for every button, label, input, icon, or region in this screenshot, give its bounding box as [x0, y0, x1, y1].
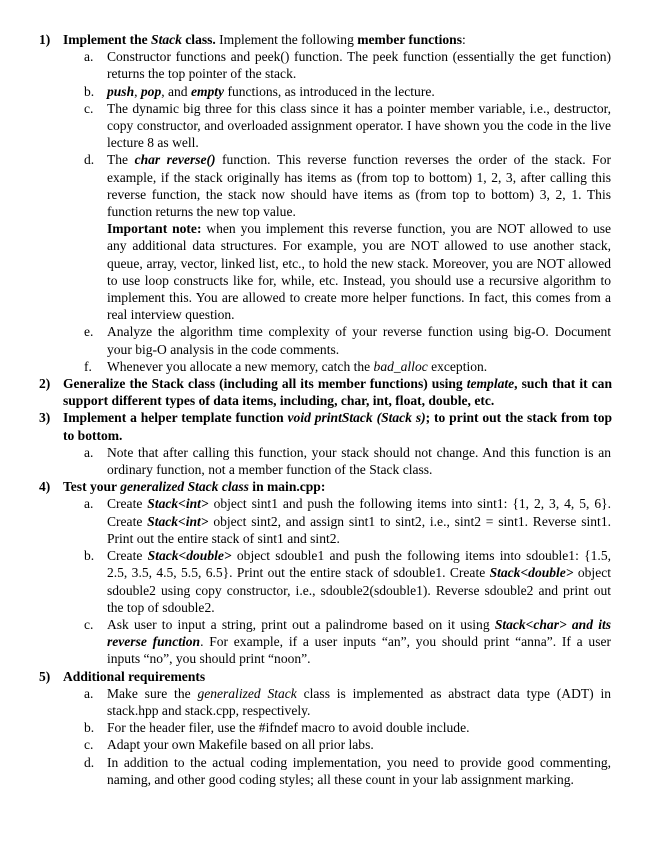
section-4: 4) Test your generalized Stack class in main.cpp:: [39, 479, 326, 495]
list-item-1a: a. Constructor functions and peek() function. The peek function (essentially the get function) returns the top pointer of the stack.: [84, 49, 611, 82]
list-item-1d: d. The char reverse() function. This reverse function reverses the order of the stack. For example, if the stack originally has items as (from top to bottom) 1, 2, 3, after calling this reverse function, the stack now should have items as (from top to bottom) 3, 2, 1. This function returns the new top value.: [84, 152, 611, 220]
section-number: 1): [39, 32, 51, 47]
list-item-4b: b. Create Stack<double> object sdouble1 and push the following items into sdouble1: {1.5, 2.5, 3.5, 4.5, 5.5, 6.5}. Print out the entire stack of sdouble1. Create Stack<double> object sdouble2 using copy constructor, i.e., sdouble2(sdouble1). Reverse sdouble2 and print out the top of sdouble2.: [84, 548, 611, 615]
list-item-3a: a. Note that after calling this function, your stack should not change. And this function is an ordinary function, not a member function of the Stack class.: [84, 444, 611, 478]
list-item-1b: b. push, pop, and empty functions, as introduced in the lecture.: [84, 83, 435, 99]
list-item-5a: a. Make sure the generalized Stack class is implemented as abstract data type (ADT) in stack.hpp and stack.cpp, respectively.: [84, 685, 611, 718]
list-item-5c: c. Adapt your own Makefile based on all prior labs.: [84, 737, 374, 753]
list-item-1e: e. Analyze the algorithm time complexity of your reverse function using big-O. Document your big-O analysis in the code comments.: [84, 324, 611, 357]
list-item-4a: a. Create Stack<int> object sint1 and push the following items into sint1: {1, 2, 3, 4, 5, 6}. Create Stack<int> object sint2, and assign sint1 to sint2, i.e., sint2 = sint1. Reverse sint1. Print out the entire stack of sint1 and sint2.: [84, 496, 611, 546]
list-item-5b: b. For the header filer, use the #ifndef macro to avoid double include.: [84, 720, 470, 736]
section-2: 2) Generalize the Stack class (including all its member functions) using template, such that it can support different types of data items, including, char, int, float, double, etc.: [39, 376, 612, 409]
section-5: 5) Additional requirements: [39, 668, 206, 684]
list-item-1c: c. The dynamic big three for this class since it has a pointer member variable, i.e., destructor, copy constructor, and overloaded assignment operator. I have shown you the code in the live lecture 8 as well.: [84, 100, 611, 151]
section-heading: Implement the Stack class. Implement the following member functions:: [63, 32, 466, 47]
important-note: Important note: when you implement this reverse function, you are NOT allowed to use any additional data structures. For example, you are NOT allowed to use another stack, queue, array, vector, linked list, etc., to hold the new stack. Moreover, you are NOT allowed to use loop constructs like for, while, etc. Instead, you should use a recursive algorithm to implement this. You are allowed to create more helper functions. In fact, this comes from a real interview question.: [107, 221, 611, 323]
list-item-1f: f. Whenever you allocate a new memory, catch the bad_alloc exception.: [84, 358, 488, 374]
list-item-5d: d. In addition to the actual coding implementation, you need to provide good commenting, naming, and other good coding styles; all these count in your lab assignment marking.: [84, 754, 611, 787]
section-3: 3) Implement a helper template function void printStack (Stack s); to print out the stack from top to bottom.: [39, 410, 612, 443]
section-1: [0, 31, 654, 48]
assignment-document: [0, 31, 654, 788]
list-item-4c: c. Ask user to input a string, print out a palindrome based on it using Stack<char> and its reverse function. For example, if a user inputs “an”, you should print “anna”. If a user inputs “no”, you should print “noon”.: [84, 616, 611, 667]
